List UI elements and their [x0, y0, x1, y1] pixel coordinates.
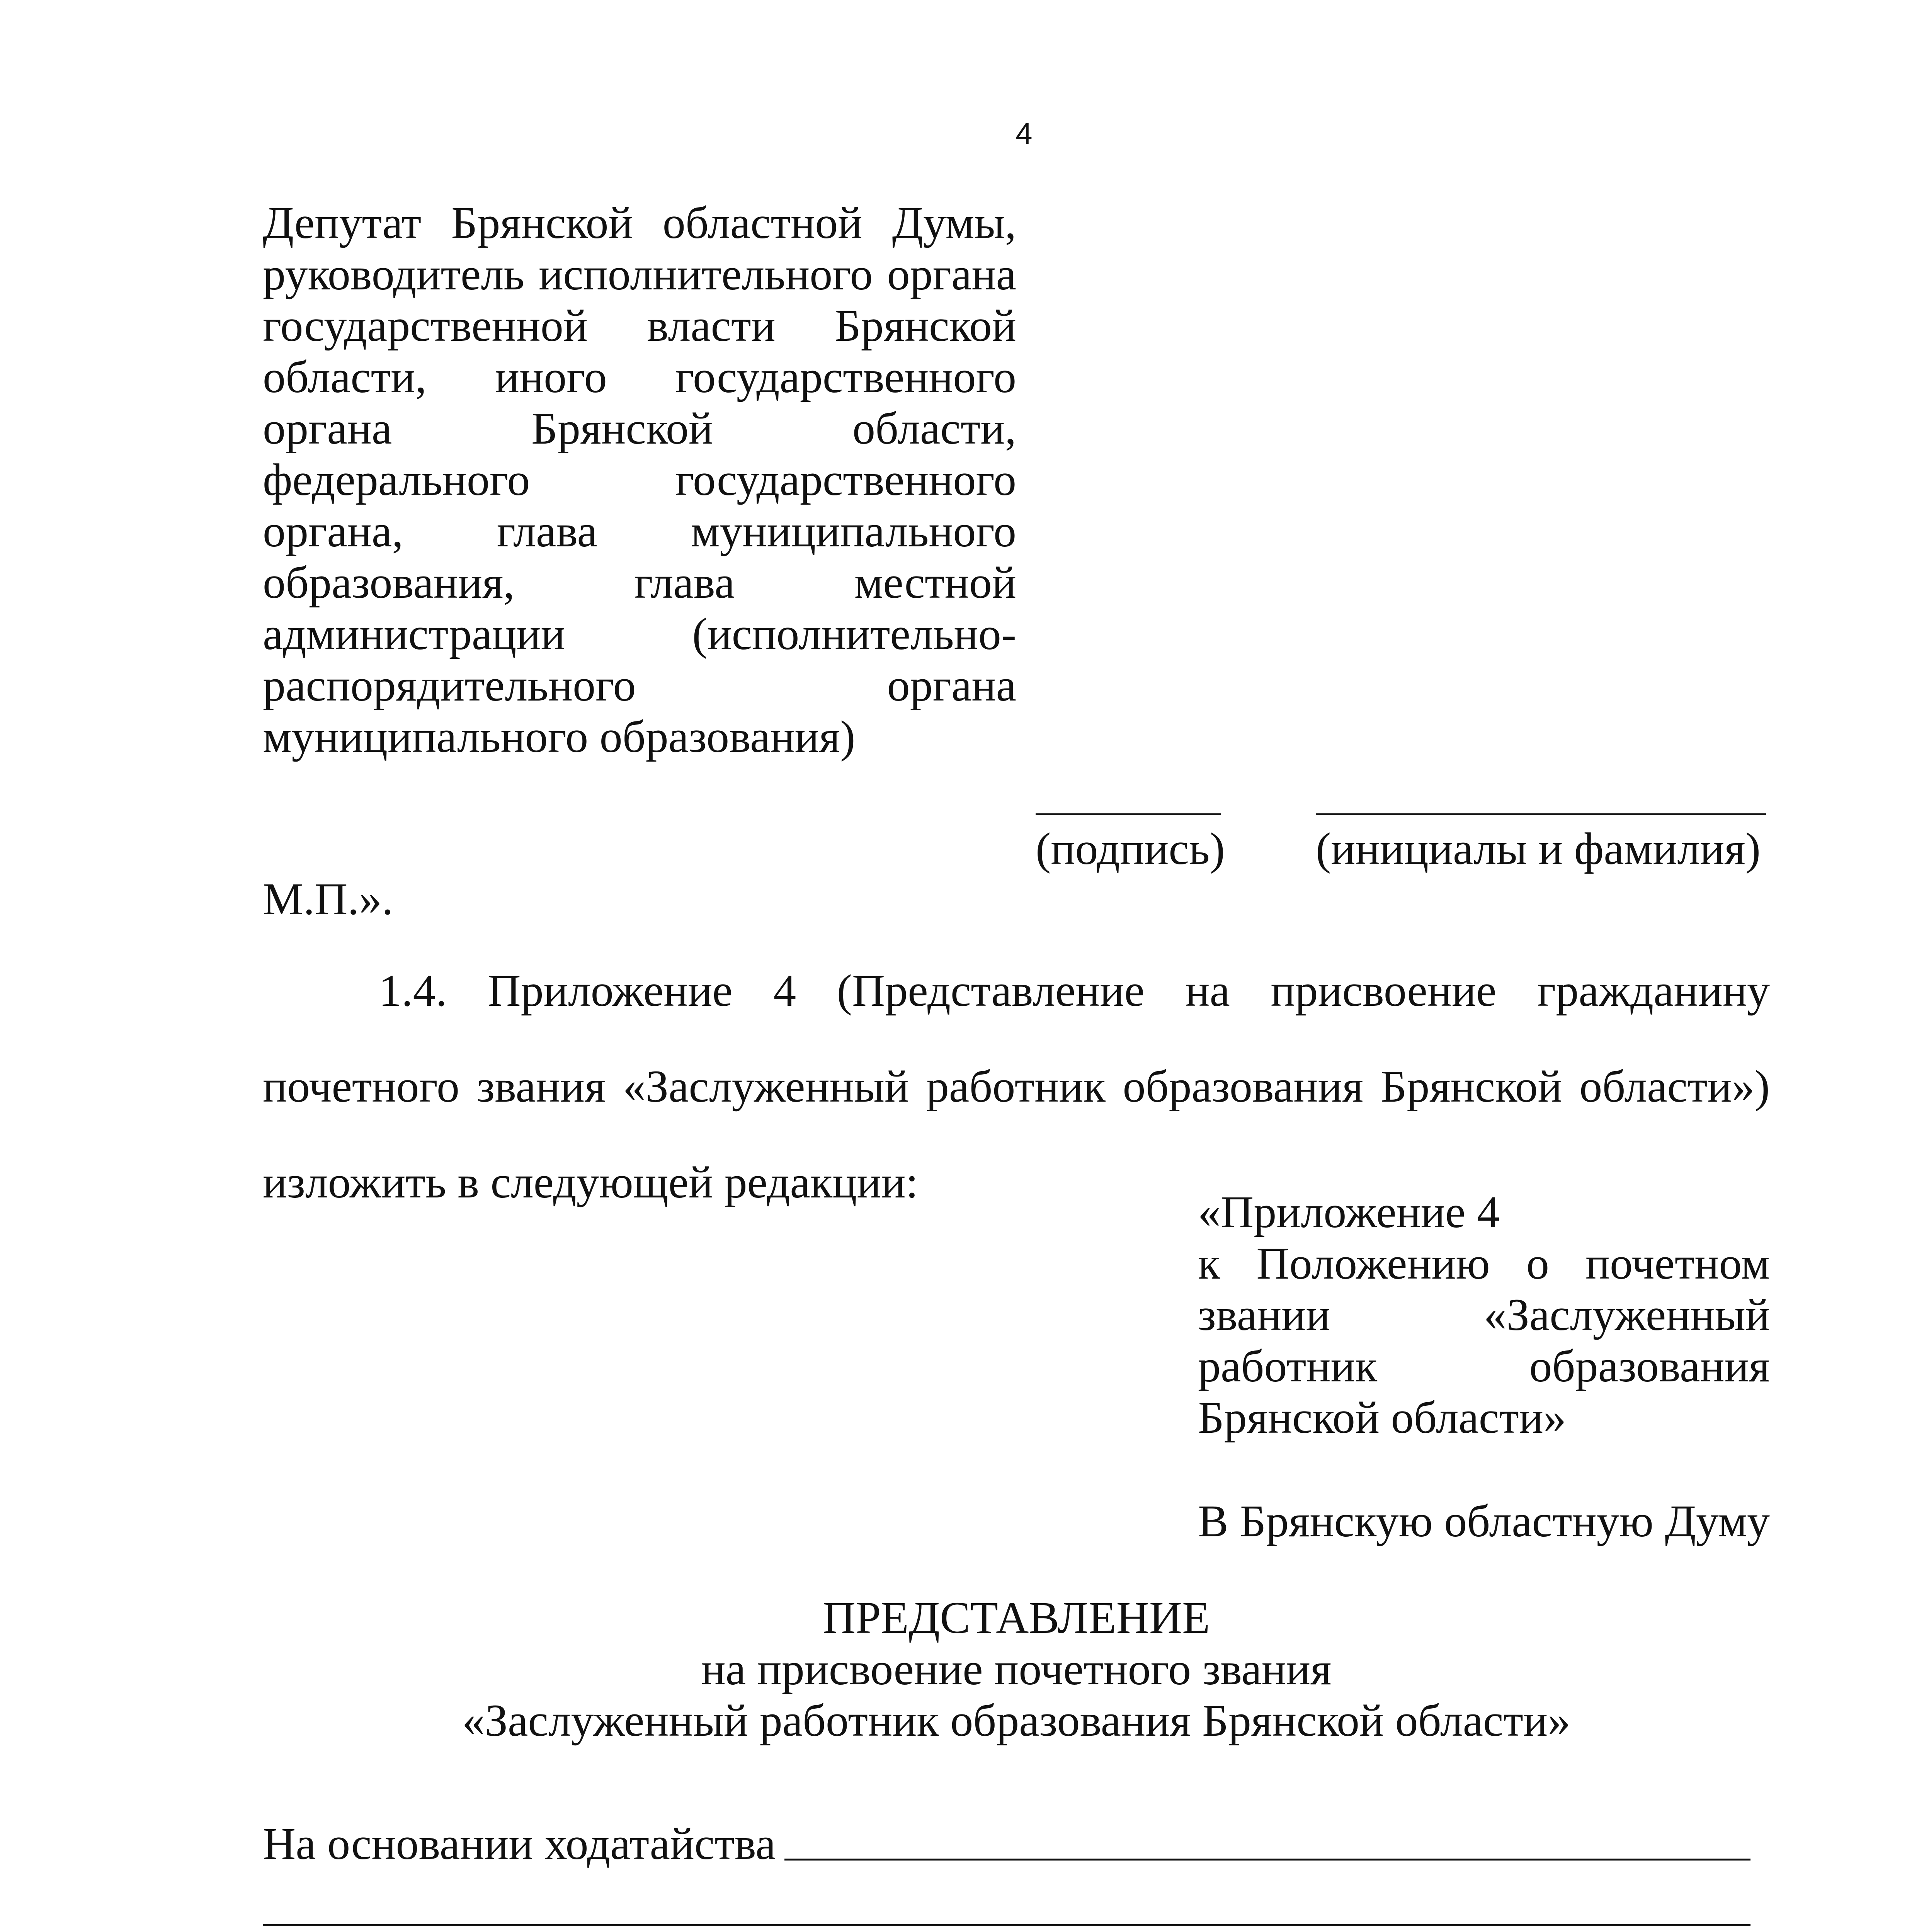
signature-caption: (подпись)	[1036, 823, 1225, 874]
title-line-2: «Заслуженный работник образования Брянской области»	[462, 1695, 1571, 1746]
paragraph-text: 1.4. Приложение 4 (Представление на присвоение гражданину почетного звания «Заслуженный работник образования Брянской области») изложить в следующей редакции:	[263, 965, 1770, 1208]
name-line	[1316, 813, 1766, 815]
appendix-line: Брянской области»	[1198, 1392, 1566, 1443]
appendix-line: к Положению о почетном	[1198, 1238, 1770, 1289]
signer-line: органа Брянской области,	[263, 403, 1016, 454]
signer-block	[263, 197, 1016, 762]
signer-line: государственной власти Брянской	[263, 300, 1016, 351]
stamp-place-label: М.П.».	[263, 874, 393, 924]
title-line-1: на присвоение почетного звания	[701, 1644, 1332, 1694]
signer-line: администрации (исполнительно-	[263, 609, 1016, 659]
signer-line: федерального государственного	[263, 454, 1016, 505]
appendix-line: звании «Заслуженный	[1198, 1289, 1770, 1340]
signer-line: Депутат Брянской областной Думы,	[263, 197, 1016, 248]
signer-line: органа, глава муниципального	[263, 506, 1016, 556]
addressee: В Брянскую областную Думу	[1198, 1496, 1770, 1546]
basis-label: На основании ходатайства	[263, 1818, 776, 1869]
appendix-line: работник образования	[1198, 1341, 1770, 1391]
signer-line: области, иного государственного	[263, 352, 1016, 402]
page-number: 4	[1016, 116, 1033, 150]
signer-line: образования, глава местной	[263, 557, 1016, 608]
document-title	[263, 1592, 1770, 1746]
title-heading: ПРЕДСТАВЛЕНИЕ	[822, 1592, 1210, 1643]
appendix-header	[1198, 1186, 1770, 1443]
appendix-line: «Приложение 4	[1198, 1187, 1500, 1237]
signer-line: руководитель исполнительного органа	[263, 249, 1016, 299]
basis-fill-line-2	[263, 1924, 1750, 1926]
signer-line: муниципального образования)	[263, 711, 856, 762]
signature-line	[1036, 813, 1221, 815]
name-caption: (инициалы и фамилия)	[1316, 823, 1761, 874]
signer-line: распорядительного органа	[263, 660, 1016, 711]
basis-fill-line	[784, 1859, 1750, 1861]
